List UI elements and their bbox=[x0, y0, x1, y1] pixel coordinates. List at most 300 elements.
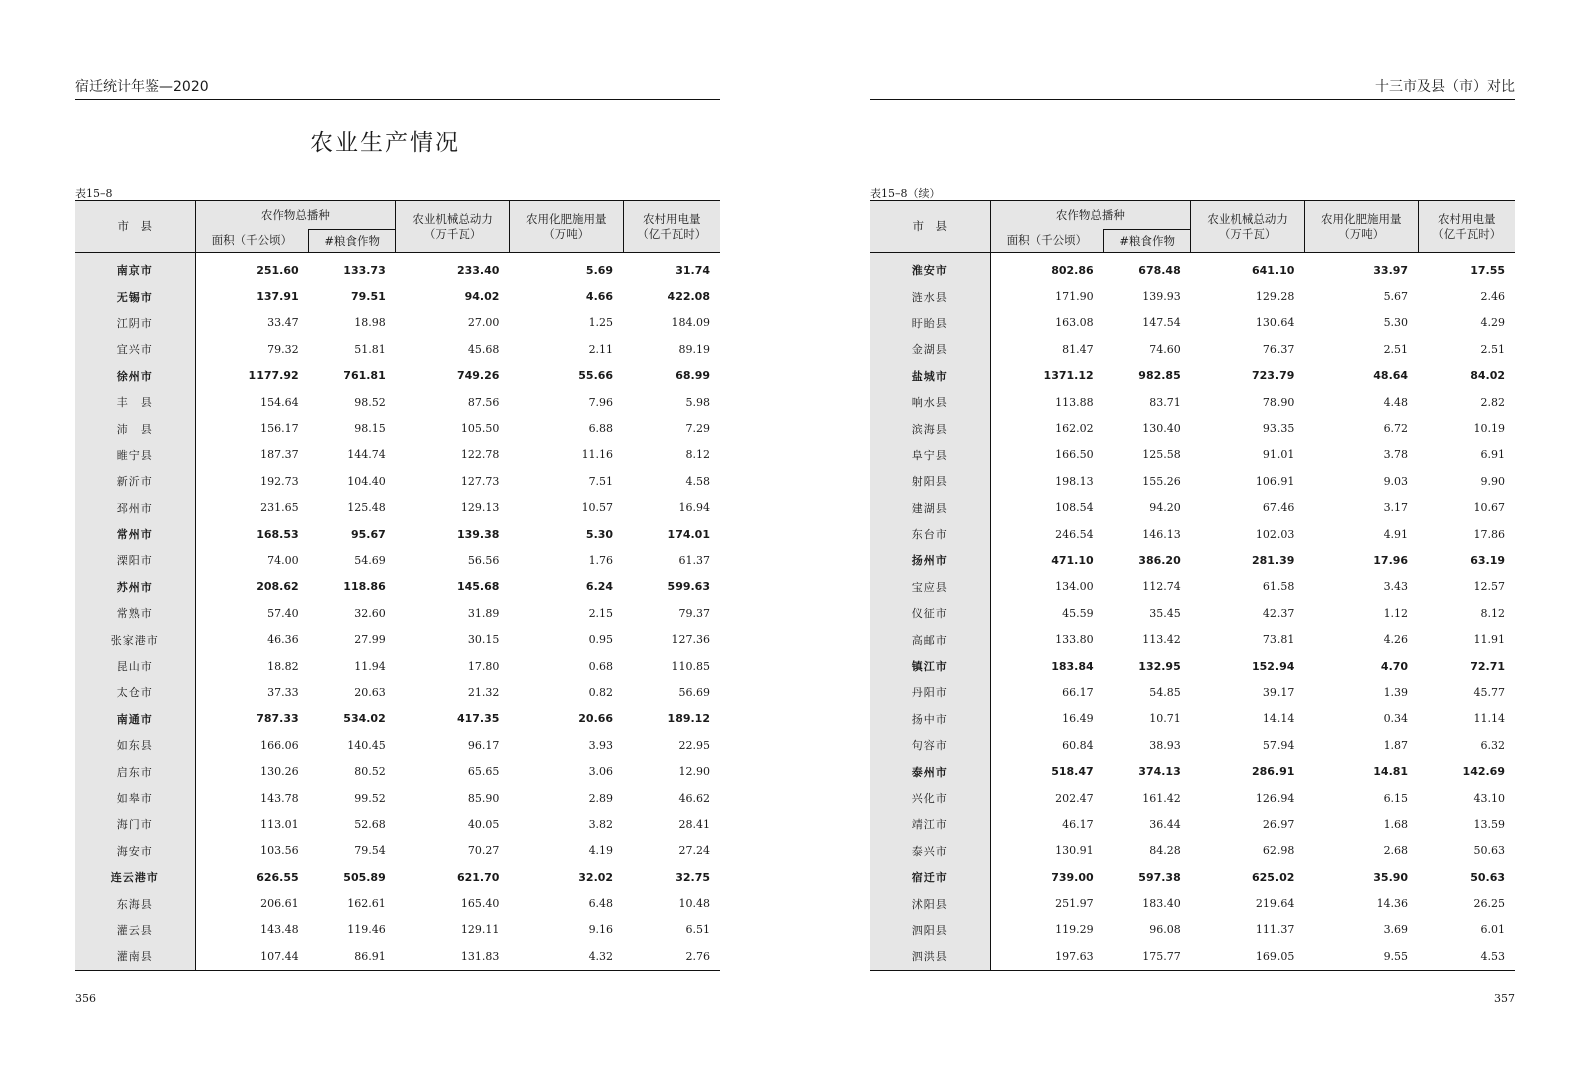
row-value: 110.85 bbox=[671, 659, 710, 673]
row-city-name: 南通市 bbox=[75, 706, 195, 732]
table-row bbox=[870, 336, 1515, 362]
row-value: 166.06 bbox=[260, 738, 299, 752]
row-value: 112.74 bbox=[1142, 580, 1181, 594]
row-value: 678.48 bbox=[1138, 263, 1181, 277]
row-value: 219.64 bbox=[1255, 897, 1295, 911]
running-head-left: 宿迁统计年鉴—2020 bbox=[75, 76, 720, 100]
row-value: 142.69 bbox=[1462, 765, 1505, 779]
table-row bbox=[870, 943, 1515, 970]
row-value: 5.30 bbox=[585, 527, 614, 541]
row-value: 61.37 bbox=[678, 553, 710, 567]
row-value: 129.28 bbox=[1255, 290, 1295, 304]
row-value: 155.26 bbox=[1142, 474, 1181, 488]
table-row bbox=[870, 253, 1515, 284]
row-value: 74.60 bbox=[1149, 342, 1181, 356]
table-row bbox=[870, 600, 1515, 626]
row-value: 140.45 bbox=[347, 738, 386, 752]
row-value: 7.51 bbox=[588, 474, 614, 488]
row-value: 9.16 bbox=[588, 923, 614, 937]
row-value: 10.57 bbox=[581, 501, 614, 515]
row-value: 2.11 bbox=[588, 342, 614, 356]
row-value: 4.53 bbox=[1480, 949, 1505, 963]
row-value: 137.91 bbox=[256, 290, 299, 304]
table-row bbox=[75, 415, 720, 441]
row-value: 46.62 bbox=[678, 791, 710, 805]
row-value: 11.91 bbox=[1473, 633, 1505, 647]
row-value: 2.76 bbox=[685, 949, 710, 963]
row-value: 471.10 bbox=[1051, 553, 1094, 567]
row-city-name: 苏州市 bbox=[75, 574, 195, 600]
row-value: 4.19 bbox=[588, 844, 614, 858]
row-value: 534.02 bbox=[343, 712, 386, 726]
table-row bbox=[75, 653, 720, 679]
row-value: 130.40 bbox=[1142, 422, 1181, 436]
row-value: 98.15 bbox=[354, 422, 386, 436]
row-value: 87.56 bbox=[467, 395, 500, 409]
row-value: 130.64 bbox=[1255, 316, 1295, 330]
row-value: 33.97 bbox=[1373, 263, 1409, 277]
row-value: 119.29 bbox=[1055, 923, 1094, 937]
row-value: 202.47 bbox=[1055, 791, 1094, 805]
table-row bbox=[870, 521, 1515, 547]
row-value: 37.33 bbox=[267, 685, 299, 699]
row-value: 125.48 bbox=[347, 501, 386, 515]
row-value: 1.68 bbox=[1383, 817, 1409, 831]
row-value: 35.45 bbox=[1149, 606, 1181, 620]
row-value: 67.46 bbox=[1262, 501, 1295, 515]
row-value: 749.26 bbox=[456, 369, 500, 383]
row-value: 9.55 bbox=[1383, 949, 1409, 963]
row-value: 626.55 bbox=[256, 870, 299, 884]
row-value: 0.95 bbox=[588, 633, 614, 647]
page-number-left: 356 bbox=[75, 992, 96, 1005]
table-row bbox=[870, 363, 1515, 389]
table-row bbox=[75, 336, 720, 362]
row-city-name: 昆山市 bbox=[75, 653, 195, 679]
table-row bbox=[75, 890, 720, 916]
header-electricity: 农村用电量 （亿千瓦时） bbox=[623, 201, 720, 253]
row-city-name: 盐城市 bbox=[870, 363, 990, 389]
row-value: 6.15 bbox=[1383, 791, 1409, 805]
row-value: 147.54 bbox=[1142, 316, 1181, 330]
row-value: 251.60 bbox=[256, 263, 299, 277]
row-value: 63.19 bbox=[1470, 553, 1505, 567]
row-value: 17.55 bbox=[1470, 263, 1505, 277]
row-city-name: 新沂市 bbox=[75, 468, 195, 494]
row-value: 21.32 bbox=[467, 685, 500, 699]
row-value: 99.52 bbox=[354, 791, 386, 805]
row-value: 111.37 bbox=[1255, 923, 1295, 937]
row-value: 38.93 bbox=[1149, 738, 1181, 752]
row-value: 125.58 bbox=[1142, 448, 1181, 462]
header-grain: #粮食作物 bbox=[1104, 230, 1191, 253]
row-value: 168.53 bbox=[256, 527, 299, 541]
row-value: 118.86 bbox=[343, 580, 386, 594]
row-value: 281.39 bbox=[1251, 553, 1295, 567]
row-value: 761.81 bbox=[343, 369, 386, 383]
row-value: 94.02 bbox=[464, 290, 500, 304]
row-value: 0.34 bbox=[1383, 712, 1409, 726]
row-city-name: 泗洪县 bbox=[870, 943, 990, 970]
row-value: 54.85 bbox=[1149, 685, 1181, 699]
row-value: 4.48 bbox=[1383, 395, 1409, 409]
table-row bbox=[870, 864, 1515, 890]
row-city-name: 兴化市 bbox=[870, 785, 990, 811]
row-value: 3.06 bbox=[588, 765, 614, 779]
row-value: 621.70 bbox=[456, 870, 500, 884]
row-value: 54.69 bbox=[354, 553, 386, 567]
table-row bbox=[870, 679, 1515, 705]
table-row bbox=[75, 917, 720, 943]
row-value: 174.01 bbox=[667, 527, 710, 541]
row-value: 2.51 bbox=[1383, 342, 1409, 356]
row-value: 113.88 bbox=[1055, 395, 1094, 409]
row-city-name: 沛 县 bbox=[75, 415, 195, 441]
table-row bbox=[75, 864, 720, 890]
row-value: 6.88 bbox=[588, 422, 614, 436]
row-value: 16.94 bbox=[678, 501, 710, 515]
table-row bbox=[870, 415, 1515, 441]
row-value: 14.14 bbox=[1262, 712, 1295, 726]
row-value: 184.09 bbox=[671, 316, 710, 330]
row-value: 48.64 bbox=[1373, 369, 1409, 383]
row-value: 45.77 bbox=[1473, 685, 1505, 699]
row-value: 14.81 bbox=[1373, 765, 1409, 779]
row-value: 76.37 bbox=[1262, 342, 1295, 356]
row-value: 2.15 bbox=[588, 606, 614, 620]
row-value: 55.66 bbox=[578, 369, 614, 383]
row-value: 10.48 bbox=[678, 897, 710, 911]
row-city-name: 靖江市 bbox=[870, 811, 990, 837]
row-value: 78.90 bbox=[1262, 395, 1295, 409]
row-value: 46.36 bbox=[267, 633, 299, 647]
row-value: 1.87 bbox=[1383, 738, 1409, 752]
row-city-name: 响水县 bbox=[870, 389, 990, 415]
table-row bbox=[75, 283, 720, 309]
table-row bbox=[75, 310, 720, 336]
row-value: 10.71 bbox=[1149, 712, 1181, 726]
row-value: 3.69 bbox=[1383, 923, 1409, 937]
row-value: 57.40 bbox=[267, 606, 299, 620]
row-value: 11.16 bbox=[581, 448, 614, 462]
left-page bbox=[75, 0, 720, 1077]
row-value: 84.28 bbox=[1149, 844, 1181, 858]
row-city-name: 常熟市 bbox=[75, 600, 195, 626]
row-value: 625.02 bbox=[1251, 870, 1295, 884]
row-value: 80.52 bbox=[354, 765, 386, 779]
row-value: 104.40 bbox=[347, 474, 386, 488]
table-row bbox=[870, 310, 1515, 336]
row-value: 60.84 bbox=[1062, 738, 1094, 752]
row-city-name: 宜兴市 bbox=[75, 336, 195, 362]
row-value: 84.02 bbox=[1470, 369, 1505, 383]
table-row bbox=[870, 574, 1515, 600]
row-city-name: 仪征市 bbox=[870, 600, 990, 626]
row-value: 127.73 bbox=[460, 474, 500, 488]
row-value: 16.49 bbox=[1062, 712, 1094, 726]
data-table-right bbox=[870, 200, 1515, 971]
table-row bbox=[75, 468, 720, 494]
row-value: 152.94 bbox=[1251, 659, 1295, 673]
table-row bbox=[870, 732, 1515, 758]
row-city-name: 射阳县 bbox=[870, 468, 990, 494]
row-value: 386.20 bbox=[1138, 553, 1181, 567]
row-city-name: 如皋市 bbox=[75, 785, 195, 811]
row-value: 156.17 bbox=[260, 422, 299, 436]
header-crop-area-unit: 面积（千公顷） bbox=[990, 230, 1104, 253]
row-value: 166.50 bbox=[1055, 448, 1094, 462]
row-value: 5.69 bbox=[585, 263, 614, 277]
row-value: 134.00 bbox=[1055, 580, 1094, 594]
row-value: 11.14 bbox=[1473, 712, 1505, 726]
row-value: 165.40 bbox=[460, 897, 500, 911]
row-value: 113.01 bbox=[260, 817, 299, 831]
row-value: 5.30 bbox=[1383, 316, 1409, 330]
row-value: 79.37 bbox=[678, 606, 710, 620]
table-row bbox=[870, 389, 1515, 415]
row-city-name: 金湖县 bbox=[870, 336, 990, 362]
row-value: 39.17 bbox=[1262, 685, 1295, 699]
row-value: 6.01 bbox=[1480, 923, 1505, 937]
row-value: 2.68 bbox=[1383, 844, 1409, 858]
table-row bbox=[870, 283, 1515, 309]
row-value: 42.37 bbox=[1262, 606, 1295, 620]
row-value: 3.43 bbox=[1383, 580, 1409, 594]
row-value: 189.12 bbox=[667, 712, 710, 726]
row-value: 417.35 bbox=[456, 712, 500, 726]
table-row bbox=[870, 495, 1515, 521]
row-value: 36.44 bbox=[1149, 817, 1181, 831]
table-row bbox=[870, 758, 1515, 784]
row-value: 175.77 bbox=[1142, 949, 1181, 963]
row-value: 518.47 bbox=[1051, 765, 1094, 779]
table-row bbox=[75, 600, 720, 626]
row-city-name: 盱眙县 bbox=[870, 310, 990, 336]
table-row bbox=[75, 574, 720, 600]
right-page bbox=[870, 0, 1515, 1077]
table-row bbox=[870, 626, 1515, 652]
table-row bbox=[870, 706, 1515, 732]
row-value: 56.69 bbox=[678, 685, 710, 699]
row-value: 4.29 bbox=[1480, 316, 1505, 330]
row-value: 102.03 bbox=[1255, 527, 1295, 541]
row-value: 162.02 bbox=[1055, 422, 1094, 436]
row-value: 72.71 bbox=[1470, 659, 1505, 673]
row-value: 89.19 bbox=[678, 342, 710, 356]
row-value: 251.97 bbox=[1055, 897, 1094, 911]
table-row bbox=[870, 547, 1515, 573]
row-city-name: 宝应县 bbox=[870, 574, 990, 600]
table-row bbox=[75, 706, 720, 732]
table-row bbox=[75, 758, 720, 784]
row-value: 20.66 bbox=[578, 712, 614, 726]
row-value: 162.61 bbox=[347, 897, 386, 911]
row-value: 1.39 bbox=[1383, 685, 1409, 699]
row-value: 4.32 bbox=[588, 949, 614, 963]
row-value: 13.59 bbox=[1473, 817, 1505, 831]
row-value: 163.08 bbox=[1055, 316, 1094, 330]
table-row bbox=[75, 495, 720, 521]
row-value: 45.68 bbox=[467, 342, 500, 356]
row-value: 286.91 bbox=[1251, 765, 1295, 779]
row-value: 108.54 bbox=[1055, 501, 1094, 515]
header-crop-area-unit: 面积（千公顷） bbox=[195, 230, 309, 253]
row-value: 2.46 bbox=[1480, 290, 1505, 304]
table-row bbox=[870, 838, 1515, 864]
row-value: 2.89 bbox=[588, 791, 614, 805]
row-value: 246.54 bbox=[1055, 527, 1094, 541]
row-value: 65.65 bbox=[467, 765, 500, 779]
row-value: 171.90 bbox=[1055, 290, 1094, 304]
row-value: 231.65 bbox=[260, 501, 299, 515]
row-value: 61.58 bbox=[1262, 580, 1295, 594]
row-value: 132.95 bbox=[1138, 659, 1181, 673]
row-value: 35.90 bbox=[1373, 870, 1409, 884]
row-city-name: 灌云县 bbox=[75, 917, 195, 943]
table-row bbox=[75, 442, 720, 468]
row-value: 85.90 bbox=[467, 791, 500, 805]
row-city-name: 南京市 bbox=[75, 253, 195, 284]
table-row bbox=[75, 811, 720, 837]
row-value: 206.61 bbox=[260, 897, 299, 911]
table-row bbox=[870, 442, 1515, 468]
row-value: 22.95 bbox=[678, 738, 710, 752]
row-value: 86.91 bbox=[354, 949, 386, 963]
row-city-name: 丹阳市 bbox=[870, 679, 990, 705]
row-value: 26.25 bbox=[1473, 897, 1505, 911]
table-row bbox=[75, 943, 720, 970]
table-row bbox=[75, 389, 720, 415]
row-value: 27.00 bbox=[467, 316, 500, 330]
row-value: 0.82 bbox=[588, 685, 614, 699]
row-value: 6.91 bbox=[1480, 448, 1505, 462]
row-value: 4.66 bbox=[585, 290, 614, 304]
header-fertilizer: 农用化肥施用量 （万吨） bbox=[1304, 201, 1418, 253]
row-value: 1371.12 bbox=[1043, 369, 1094, 383]
row-value: 73.81 bbox=[1262, 633, 1295, 647]
row-value: 130.26 bbox=[260, 765, 299, 779]
row-value: 79.51 bbox=[350, 290, 386, 304]
row-value: 18.82 bbox=[267, 659, 299, 673]
row-value: 154.64 bbox=[260, 395, 299, 409]
row-city-name: 扬中市 bbox=[870, 706, 990, 732]
page-title: 农业生产情况 bbox=[310, 130, 460, 156]
row-value: 127.36 bbox=[671, 633, 710, 647]
row-value: 106.91 bbox=[1255, 474, 1295, 488]
row-city-name: 常州市 bbox=[75, 521, 195, 547]
row-city-name: 建湖县 bbox=[870, 495, 990, 521]
row-value: 50.63 bbox=[1470, 870, 1505, 884]
row-value: 74.00 bbox=[267, 553, 299, 567]
row-city-name: 淮安市 bbox=[870, 253, 990, 284]
row-value: 62.98 bbox=[1262, 844, 1295, 858]
row-value: 27.24 bbox=[678, 844, 710, 858]
row-value: 143.78 bbox=[260, 791, 299, 805]
row-city-name: 泰兴市 bbox=[870, 838, 990, 864]
row-value: 4.58 bbox=[685, 474, 710, 488]
table-row bbox=[75, 785, 720, 811]
row-value: 57.94 bbox=[1262, 738, 1295, 752]
table-row bbox=[870, 785, 1515, 811]
table-number-left: 表15–8 bbox=[75, 187, 113, 200]
page-number-right: 357 bbox=[1494, 992, 1515, 1005]
table-row bbox=[870, 468, 1515, 494]
row-city-name: 海门市 bbox=[75, 811, 195, 837]
row-value: 96.17 bbox=[467, 738, 500, 752]
row-city-name: 涟水县 bbox=[870, 283, 990, 309]
table-row bbox=[870, 811, 1515, 837]
row-city-name: 无锡市 bbox=[75, 283, 195, 309]
row-value: 133.80 bbox=[1055, 633, 1094, 647]
running-head-right: 十三市及县（市）对比 bbox=[870, 76, 1515, 100]
row-value: 187.37 bbox=[260, 448, 299, 462]
row-value: 198.13 bbox=[1055, 474, 1094, 488]
row-value: 6.48 bbox=[588, 897, 614, 911]
row-value: 5.67 bbox=[1383, 290, 1409, 304]
row-city-name: 沭阳县 bbox=[870, 890, 990, 916]
row-value: 143.48 bbox=[260, 923, 299, 937]
row-value: 8.12 bbox=[685, 448, 710, 462]
table-row bbox=[75, 838, 720, 864]
row-value: 70.27 bbox=[467, 844, 500, 858]
row-value: 9.03 bbox=[1383, 474, 1409, 488]
row-value: 6.72 bbox=[1383, 422, 1409, 436]
row-value: 91.01 bbox=[1262, 448, 1295, 462]
row-value: 145.68 bbox=[456, 580, 500, 594]
row-value: 129.13 bbox=[460, 501, 500, 515]
row-value: 14.36 bbox=[1376, 897, 1409, 911]
row-value: 10.19 bbox=[1473, 422, 1505, 436]
data-table-left bbox=[75, 200, 720, 971]
row-value: 144.74 bbox=[347, 448, 386, 462]
row-value: 1.25 bbox=[588, 316, 614, 330]
row-value: 131.83 bbox=[460, 949, 500, 963]
row-city-name: 高邮市 bbox=[870, 626, 990, 652]
row-value: 505.89 bbox=[343, 870, 386, 884]
row-value: 98.52 bbox=[354, 395, 386, 409]
row-city-name: 太仓市 bbox=[75, 679, 195, 705]
row-value: 107.44 bbox=[260, 949, 299, 963]
row-value: 2.82 bbox=[1480, 395, 1505, 409]
row-value: 374.13 bbox=[1138, 765, 1181, 779]
row-value: 17.80 bbox=[467, 659, 500, 673]
row-value: 18.98 bbox=[354, 316, 386, 330]
row-city-name: 阜宁县 bbox=[870, 442, 990, 468]
row-value: 12.90 bbox=[678, 765, 710, 779]
row-city-name: 丰 县 bbox=[75, 389, 195, 415]
row-value: 43.10 bbox=[1473, 791, 1505, 805]
row-value: 45.59 bbox=[1062, 606, 1094, 620]
row-value: 103.56 bbox=[260, 844, 299, 858]
row-value: 66.17 bbox=[1062, 685, 1094, 699]
row-value: 93.35 bbox=[1262, 422, 1295, 436]
row-city-name: 徐州市 bbox=[75, 363, 195, 389]
table-row bbox=[75, 253, 720, 284]
row-value: 83.71 bbox=[1149, 395, 1181, 409]
row-value: 32.75 bbox=[675, 870, 710, 884]
row-value: 79.32 bbox=[267, 342, 299, 356]
row-value: 81.47 bbox=[1062, 342, 1094, 356]
row-value: 20.63 bbox=[354, 685, 386, 699]
row-value: 1.76 bbox=[588, 553, 614, 567]
header-machinery: 农业机械总动力 （万千瓦） bbox=[1191, 201, 1305, 253]
row-value: 3.82 bbox=[588, 817, 614, 831]
row-value: 32.60 bbox=[354, 606, 386, 620]
table-header bbox=[870, 201, 1515, 253]
table-row bbox=[870, 890, 1515, 916]
row-city-name: 睢宁县 bbox=[75, 442, 195, 468]
row-value: 9.90 bbox=[1480, 474, 1505, 488]
